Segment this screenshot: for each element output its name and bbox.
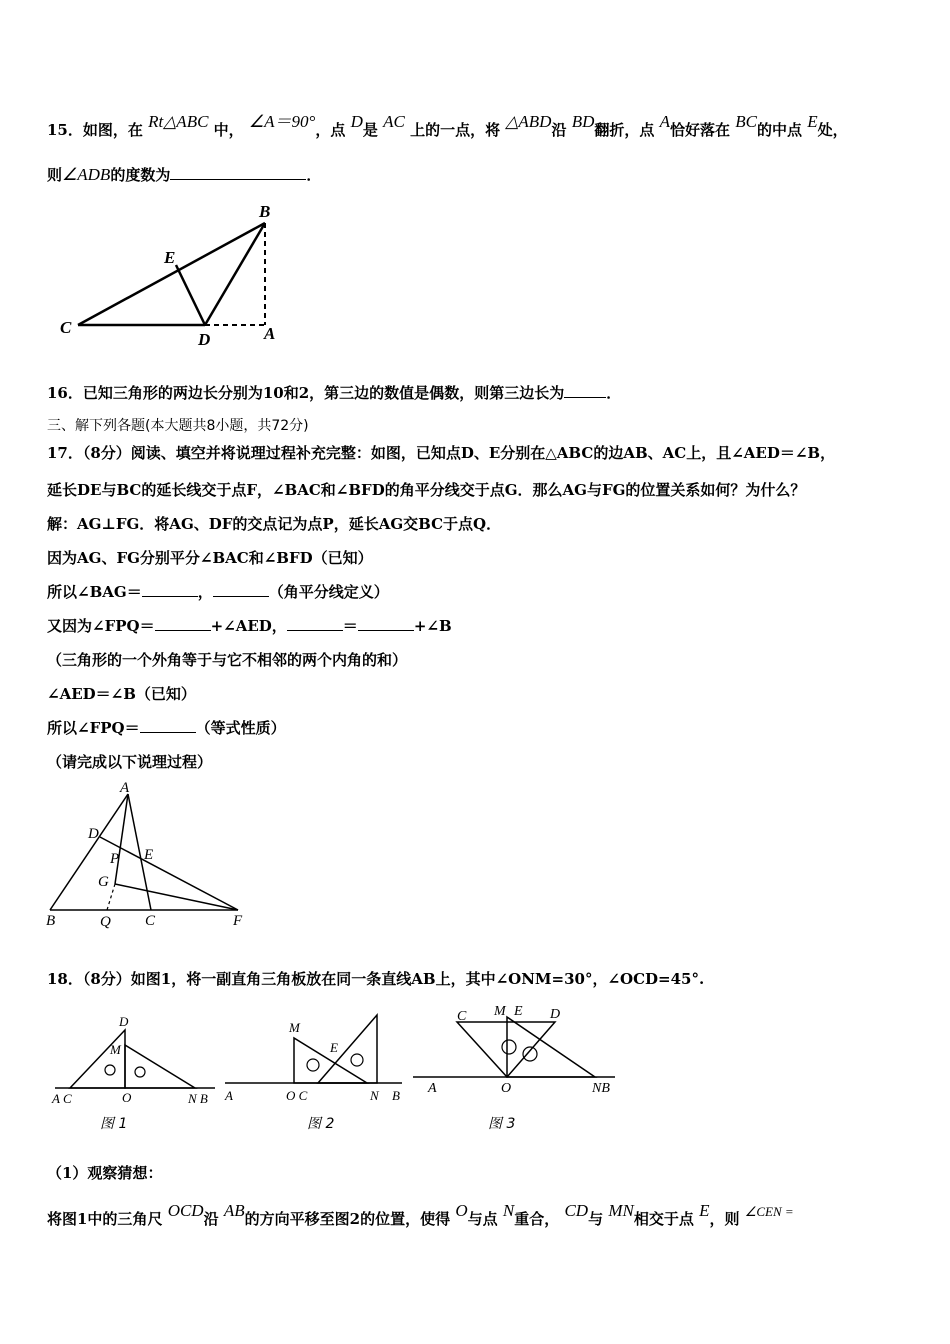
segment-gf [115,884,238,910]
section-title: 三、解下列各题(本大题共8小题，共72分) [47,418,309,434]
label-q: Q [100,914,111,930]
q17-line8: ∠AED＝∠B（已知） [47,685,196,703]
label-f: F [233,913,243,929]
label-m: M [110,1042,121,1057]
q17-line5: 所以∠BAG＝ ， （角平分线定义） [47,583,389,601]
math-angle-a: ∠A＝90° [248,112,316,131]
answer-blank [140,717,196,733]
q17-line2: 延长DE与BC的延长线交于点F，∠BAC和∠BFD的角平分线交于点G．那么AG与FG的位置关系如何？为什么？ [47,481,806,499]
label-c: C [145,913,156,929]
q18-sub1: （1）观察猜想： [47,1164,163,1182]
label-e: E [144,847,154,863]
label-o: O [501,1081,512,1096]
hole-circle [523,1047,537,1061]
q17-line3: 解：AG⊥FG．将AG、DF的交点记为点P，延长AG交BC于点Q． [47,515,502,533]
q15-line1: 15．如图，在 Rt△ABC 中， ∠A＝90°，点 D是 AC 上的一点，将 △ABD沿 BD翻折，点 A恰好落在 BC的中点 E处， [47,112,848,139]
label-a: A [120,780,130,796]
triangle-onm [125,1045,195,1088]
figure-caption: 图 3 [488,1116,516,1130]
label-a: A [225,1088,233,1103]
hole-circle [135,1067,145,1077]
hole-circle [351,1054,363,1066]
answer-blank [358,615,414,631]
label-a: A [264,324,276,343]
q17-figure [38,780,258,930]
answer-blank [142,581,198,597]
q16-line: 16．已知三角形的两边长分别为10和2，第三边的数值是偶数，则第三边长为 ． [47,384,622,402]
label-nb: NB [592,1081,610,1096]
label-a: A [428,1081,437,1096]
q17-line9: 所以∠FPQ＝ （等式性质） [47,719,286,737]
segment-ed [176,265,205,325]
label-g: G [98,874,109,890]
q18-line2: 将图1中的三角尺 OCD沿 AB的方向平移至图2的位置，使得 O与点 N重合， CD与 MN相交于点 E，则 ∠CEN = [47,1201,794,1228]
answer-blank [564,382,606,398]
triangle-ocd [457,1022,555,1077]
q17-line4: 因为AG、FG分别平分∠BAC和∠BFD（已知） [47,549,373,567]
label-m: M [494,1004,506,1019]
label-c: C [457,1009,467,1024]
answer-blank [213,581,269,597]
triangle-ocd [318,1015,377,1083]
figure-caption: 图 1 [100,1116,128,1130]
label-b: B [392,1088,400,1103]
q17-line1: 17．（8分）阅读、填空并将说理过程补充完整：如图，已知点D、E分别在△ABC的边AB、AC上，且∠AED＝∠B， [47,444,836,462]
label-ac: A C [52,1091,72,1106]
label-d: D [119,1014,129,1029]
q17-line7: （三角形的一个外角等于与它不相邻的两个内角的和） [47,651,408,669]
figure-caption: 图 2 [307,1116,335,1130]
label-oc: O C [286,1088,308,1103]
label-b: B [46,913,56,929]
q18-line1: 18．（8分）如图1，将一副直角三角板放在同一条直线AB上，其中∠ONM=30°，∠OCD=45°. [47,970,705,988]
answer-blank [170,164,306,180]
hole-circle [502,1040,516,1054]
segment-ag [115,794,128,884]
answer-blank [287,615,343,631]
q17-line10: （请完成以下说理过程） [47,753,213,771]
label-nb: N B [188,1091,208,1106]
q15-line2: 则∠ADB的度数为 ． [47,165,322,184]
segment-cb [78,223,265,325]
label-e: E [514,1004,523,1019]
label-c: C [60,318,72,337]
label-e: E [330,1040,338,1055]
q18-figure-2 [222,1010,407,1130]
label-d: D [198,330,211,349]
q15-number: 15． [47,121,83,139]
math-rt-triangle: Rt△ABC [148,112,209,131]
label-p: P [110,851,120,867]
q18-figure-3 [410,1000,620,1130]
label-d: D [88,826,99,842]
label-b: B [259,202,271,221]
label-e: E [164,248,176,267]
hole-circle [105,1065,115,1075]
triangle-ocd [70,1030,125,1088]
q17-line6: 又因为∠FPQ＝ +∠AED， ＝ +∠B [47,617,452,635]
q18-figure-1 [50,1010,220,1130]
q15-figure [50,195,290,355]
label-o: O [122,1090,132,1105]
label-d: D [550,1007,561,1022]
hole-circle [307,1059,319,1071]
label-n: N [370,1088,379,1103]
label-m: M [289,1020,300,1035]
answer-blank [155,615,211,631]
